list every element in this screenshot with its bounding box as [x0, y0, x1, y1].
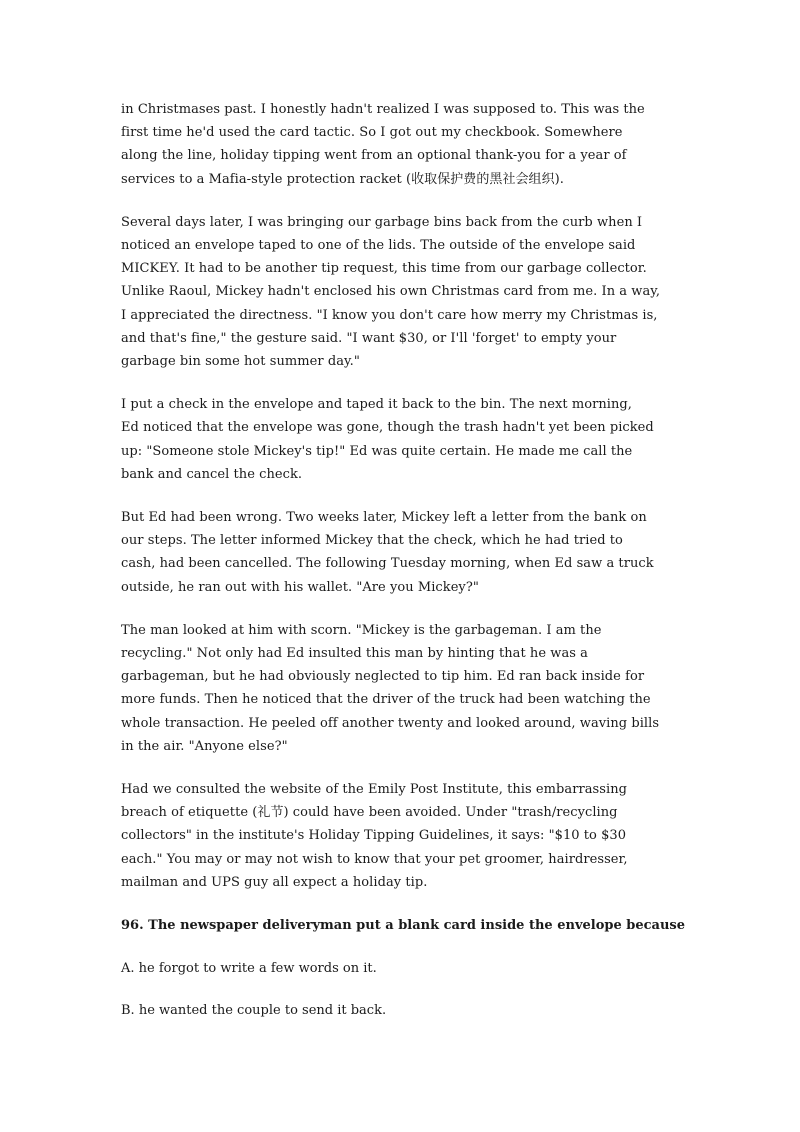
text-line: Several days later, I was bringing our garbage bins back from the curb when I: [121, 214, 643, 230]
text-line: and that's fine," the gesture said. "I want $30, or I'll 'forget' to empty your: [121, 330, 617, 346]
paragraph-5: [121, 619, 691, 758]
text-line: more funds. Then he noticed that the driver of the truck had been watching the: [121, 692, 651, 708]
text-line: I put a check in the envelope and taped it back to the bin. The next morning,: [121, 397, 632, 413]
text-line: each." You may or may not wish to know that your pet groomer, hairdresser,: [121, 851, 628, 867]
text-line: I appreciated the directness. "I know you don't care how merry my Christmas is,: [121, 307, 658, 323]
text-line: Had we consulted the website of the Emily Post Institute, this embarrassing: [121, 782, 627, 798]
question-stem: 96. The newspaper deliveryman put a blank card inside the envelope because: [121, 918, 686, 934]
document-body: [121, 98, 691, 1041]
text-line: services to a Mafia-style protection racket (收取保护费的黑社会组织).: [121, 171, 564, 187]
text-line: The man looked at him with scorn. "Mickey is the garbageman. I am the: [121, 622, 602, 638]
text-line: in the air. "Anyone else?": [121, 738, 288, 754]
text-line: first time he'd used the card tactic. So I got out my checkbook. Somewhere: [121, 125, 623, 141]
answer-option-a: A. he forgot to write a few words on it.: [121, 961, 377, 977]
text-line: along the line, holiday tipping went from an optional thank-you for a year of: [121, 148, 627, 164]
text-line: cash, had been cancelled. The following Tuesday morning, when Ed saw a truck: [121, 556, 654, 572]
text-line: bank and cancel the check.: [121, 466, 303, 482]
paragraph-4: [121, 506, 691, 599]
text-line: breach of etiquette (礼节) could have been avoided. Under "trash/recycling: [121, 805, 618, 821]
text-line: our steps. The letter informed Mickey that the check, which he had tried to: [121, 533, 623, 549]
text-line: Unlike Raoul, Mickey hadn't enclosed his own Christmas card from me. In a way,: [121, 284, 661, 300]
text-line: MICKEY. It had to be another tip request, this time from our garbage collector.: [121, 261, 647, 277]
text-line: garbage bin some hot summer day.": [121, 354, 360, 370]
text-line: Ed noticed that the envelope was gone, though the trash hadn't yet been picked: [121, 420, 654, 436]
text-line: recycling." Not only had Ed insulted this man by hinting that he was a: [121, 646, 588, 662]
text-line: outside, he ran out with his wallet. "Are you Mickey?": [121, 579, 479, 595]
paragraph-2: [121, 211, 691, 373]
paragraph-6: [121, 778, 691, 894]
text-line: noticed an envelope taped to one of the lids. The outside of the envelope said: [121, 238, 636, 254]
paragraph-1: [121, 98, 691, 191]
text-line: up: "Someone stole Mickey's tip!" Ed was quite certain. He made me call the: [121, 443, 633, 459]
paragraph-3: [121, 393, 691, 486]
text-line: mailman and UPS guy all expect a holiday tip.: [121, 874, 428, 890]
text-line: collectors" in the institute's Holiday Tipping Guidelines, it says: "$10 to $30: [121, 828, 627, 844]
text-line: whole transaction. He peeled off another twenty and looked around, waving bills: [121, 715, 660, 731]
text-line: in Christmases past. I honestly hadn't realized I was supposed to. This was the: [121, 102, 645, 117]
text-line: garbageman, but he had obviously neglected to tip him. Ed ran back inside for: [121, 669, 645, 685]
text-line: But Ed had been wrong. Two weeks later, Mickey left a letter from the bank on: [121, 510, 647, 526]
answer-option-b: B. he wanted the couple to send it back.: [121, 1003, 387, 1019]
